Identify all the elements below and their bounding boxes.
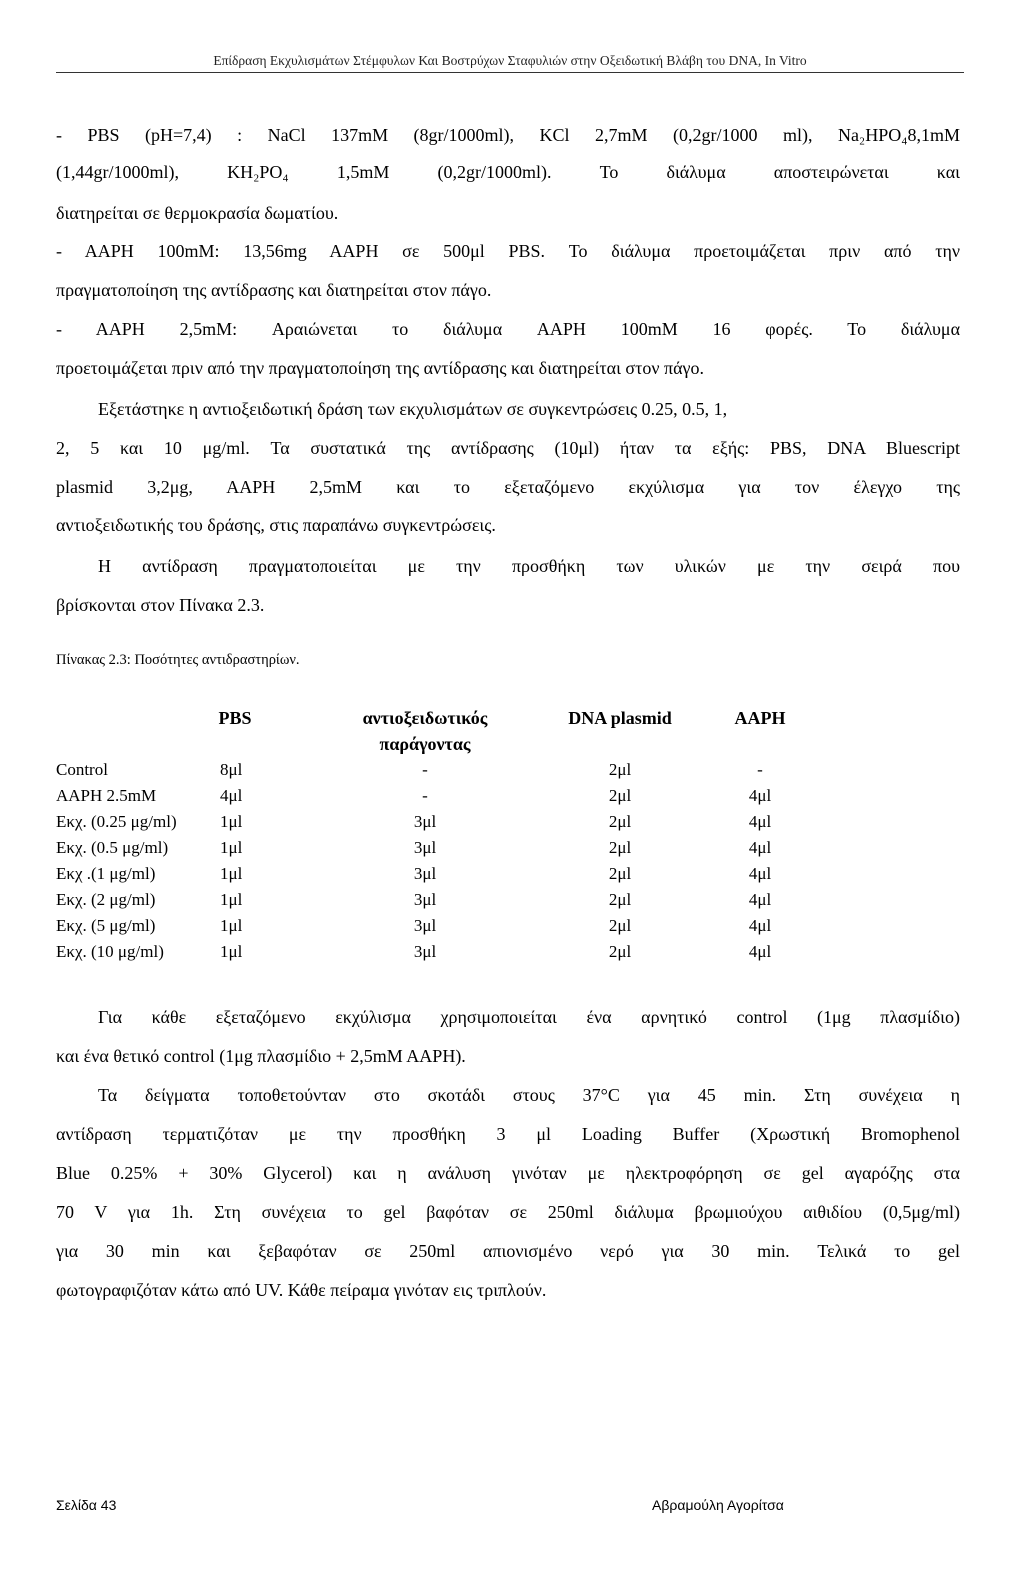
row-label: Control [56,760,108,779]
text-line: Εξετάστηκε η αντιοξειδωτική δράση των εκχυλισμάτων σε συγκεντρώσεις 0.25, 0.5, 1, [98,399,728,419]
column-header: PBS [218,708,252,728]
column-header: DNA plasmid [568,708,672,728]
table-caption: Πίνακας 2.3: Ποσότητες αντιδραστηρίων. [56,652,300,668]
table-cell: 3μl [413,890,437,909]
table-cell: 3μl [413,942,437,961]
table-cell: 2μl [608,838,632,857]
text-line: διατηρείται σε θερμοκρασία δωματίου. [56,203,339,223]
author-name: Αβραμούλη Αγορίτσα [652,1497,784,1513]
text-line: - AAPH 2,5mM: Αραιώνεται το διάλυμα AAPH 100mM 16 φορές. Το διάλυμα [56,319,960,339]
text-line: - PBS (pH=7,4) : NaCl 137mM (8gr/1000ml), KCl 2,7mM (0,2gr/1000 ml), Na₂HPO₄8,1mM [56,125,960,145]
table-cell: 3μl [413,838,437,857]
text-line: για 30 min και ξεβαφόταν σε 250ml απιονισμένο νερό για 30 min. Τελικά το gel [56,1241,960,1261]
running-header: Επίδραση Εκχυλισμάτων Στέμφυλων Και Βοστρύχων Σταφυλιών στην Οξειδωτική Βλάβη του DNA, In Vitro [213,53,807,68]
text-line: φωτογραφιζόταν κάτω από UV. Κάθε πείραμα γινόταν εις τριπλούν. [56,1280,547,1300]
table-cell: 3μl [413,916,437,935]
table-cell: 4μl [220,786,243,805]
table-cell: 4μl [748,864,772,883]
table-cell: 4μl [748,916,772,935]
page-number: Σελίδα 43 [56,1497,117,1513]
table-cell: 4μl [748,942,772,961]
table-cell: 4μl [748,838,772,857]
table-cell: 2μl [608,812,632,831]
text-line: (1,44gr/1000ml), KH₂PO₄ 1,5mM (0,2gr/1000ml). Το διάλυμα αποστειρώνεται και [56,162,960,182]
table-cell: 1μl [220,916,243,935]
text-line: Τα δείγματα τοποθετούνταν στο σκοτάδι στους 37°C για 45 min. Στη συνέχεια η [98,1085,960,1105]
table-cell: 1μl [220,838,243,857]
text-line: Blue 0.25% + 30% Glycerol) και η ανάλυση γινόταν με ηλεκτροφόρηση σε gel αγαρόζης στα [56,1163,960,1183]
table-cell: 3μl [413,864,437,883]
table-cell: 1μl [220,812,243,831]
table-cell: 4μl [748,786,772,805]
table-cell: 4μl [748,890,772,909]
row-label: Εκχ. (0.25 μg/ml) [56,812,177,831]
table-cell: - [422,786,428,805]
table-cell: 1μl [220,890,243,909]
row-label: Εκχ. (10 μg/ml) [56,942,164,961]
row-label: AAPH 2.5mM [56,786,157,805]
text-line: Η αντίδραση πραγματοποιείται με την προσθήκη των υλικών με την σειρά που [98,556,960,576]
table-cell: 2μl [608,864,632,883]
text-line: 70 V για 1h. Στη συνέχεια το gel βαφόταν σε 250ml διάλυμα βρωμιούχου αιθιδίου (0,5μg/ml) [56,1202,960,1222]
text-line: Για κάθε εξεταζόμενο εκχύλισμα χρησιμοποιείται ένα αρνητικό control (1μg πλασμίδιο) [98,1007,960,1027]
table-cell: 1μl [220,942,243,961]
column-header: AAPH [734,708,786,728]
text-line: plasmid 3,2μg, AAPH 2,5mM και το εξεταζόμενο εκχύλισμα για τον έλεγχο της [56,477,960,497]
table-cell: 2μl [608,916,632,935]
table-cell: 2μl [608,786,632,805]
header-rule [56,72,964,73]
table-cell: - [422,760,428,779]
table-cell: 4μl [748,812,772,831]
row-label: Εκχ .(1 μg/ml) [56,864,156,883]
row-label: Εκχ. (2 μg/ml) [56,890,156,909]
text-line: πραγματοποίηση της αντίδρασης και διατηρείται στον πάγο. [56,280,492,300]
table-cell: 2μl [608,760,632,779]
text-line: και ένα θετικό control (1μg πλασμίδιο + 2,5mM AAPH). [56,1046,466,1066]
text-line: βρίσκονται στον Πίνακα 2.3. [56,595,265,615]
text-line: - AAPH 100mM: 13,56mg AAPH σε 500μl PBS. Το διάλυμα προετοιμάζεται πριν από την [56,241,960,261]
table-cell: - [757,760,763,779]
row-label: Εκχ. (0.5 μg/ml) [56,838,169,857]
text-line: προετοιμάζεται πριν από την πραγματοποίηση της αντίδρασης και διατηρείται στον πάγο. [56,358,704,378]
table-cell: 3μl [413,812,437,831]
table-cell: 2μl [608,890,632,909]
table-cell: 8μl [220,760,243,779]
text-line: αντίδραση τερματιζόταν με την προσθήκη 3 μl Loading Buffer (Χρωστική Bromophenol [56,1124,960,1144]
text-line: αντιοξειδωτικής του δράσης, στις παραπάνω συγκεντρώσεις. [56,515,496,535]
text-line: 2, 5 και 10 μg/ml. Τα συστατικά της αντίδρασης (10μl) ήταν τα εξής: PBS, DNA Bluescript [56,438,960,458]
table-cell: 2μl [608,942,632,961]
table-cell: 1μl [220,864,243,883]
row-label: Εκχ. (5 μg/ml) [56,916,156,935]
column-header: αντιοξειδωτικός παράγοντας [362,708,488,754]
